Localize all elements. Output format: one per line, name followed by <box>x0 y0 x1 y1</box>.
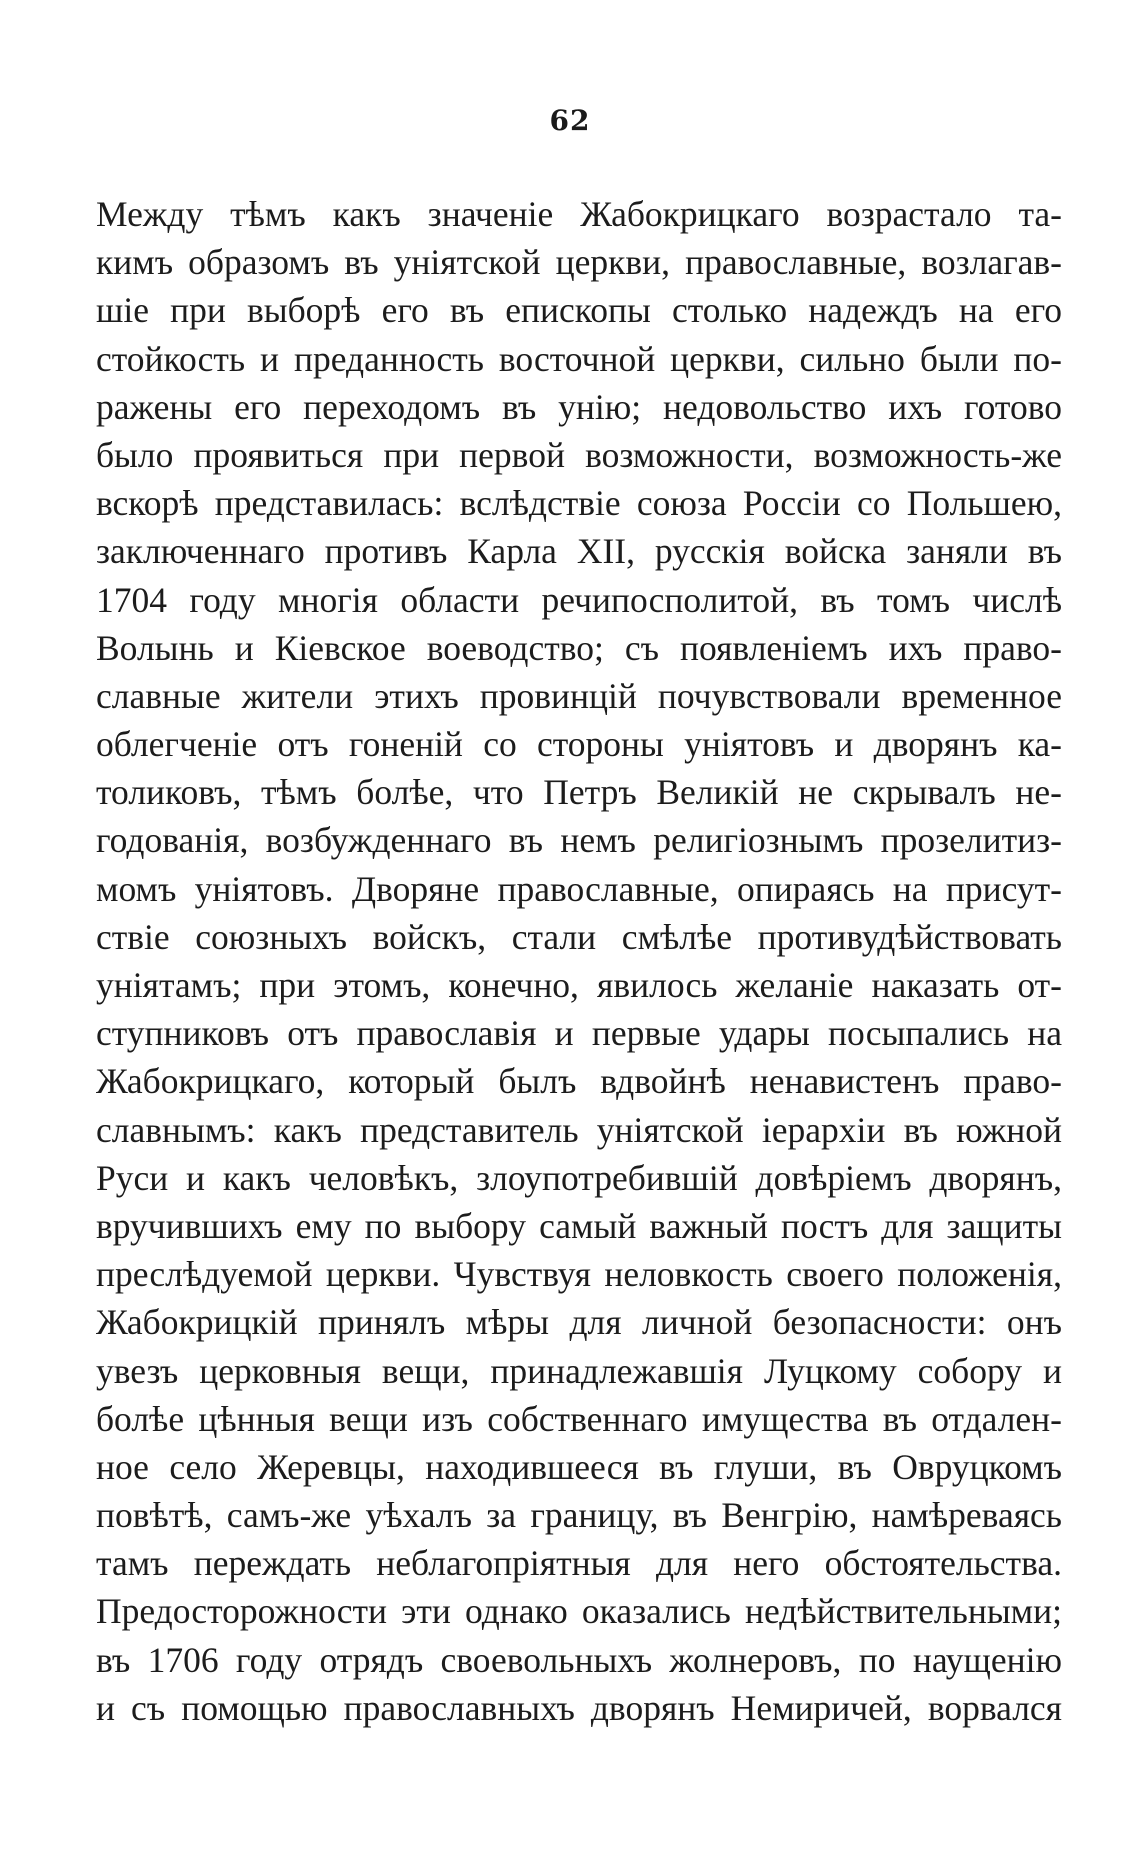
text-line: унiятамъ; при этомъ, конечно, явилось желанiе наказать от- <box>96 965 1062 1005</box>
text-line: Предосторожности эти однако оказались недѣйствительными; <box>96 1591 1062 1632</box>
text-line: славные жители этихъ провинцiй почувствовали временное <box>96 675 1062 716</box>
body-text <box>96 190 1062 1732</box>
text-line: Волынь и Кiевское воеводство; съ появленiемъ ихъ право- <box>96 627 1062 668</box>
text-line: стойкость и преданность восточной церкви, сильно были по- <box>96 338 1062 379</box>
text-line: годованiя, возбужденнаго въ немъ религiознымъ прозелитиз- <box>96 820 1062 861</box>
text-line: ражены его переходомъ въ унiю; недовольство ихъ готово <box>96 386 1062 427</box>
text-line: повѣтѣ, самъ-же уѣхалъ за границу, въ Венгрiю, намѣреваясь <box>96 1495 1062 1536</box>
text-line: Жабокрицкiй принялъ мѣры для личной безопасности: онъ <box>96 1302 1062 1343</box>
text-line: въ 1706 году отрядъ своевольныхъ жолнеровъ, по наущенiю <box>96 1639 1062 1680</box>
text-line: увезъ церковныя вещи, принадлежавшiя Луцкому собору и <box>96 1350 1062 1391</box>
text-line: тамъ переждать неблагопрiятныя для него обстоятельства. <box>96 1543 1062 1584</box>
text-line: ное село Жеревцы, находившееся въ глуши, въ Овруцкомъ <box>96 1446 1062 1487</box>
text-line: заключеннаго противъ Карла XII, русскiя войска заняли въ <box>96 531 1062 572</box>
text-line: ступниковъ отъ православiя и первые удары посыпались на <box>96 1013 1062 1054</box>
page-number: 62 <box>549 104 591 137</box>
text-line: облегченiе отъ гоненiй со стороны унiятовъ и дворянъ ка- <box>96 724 1062 765</box>
text-line: 1704 году многiя области речипосполитой, въ томъ числѣ <box>96 579 1062 620</box>
text-line: толиковъ, тѣмъ болѣе, что Петръ Великiй не скрывалъ не- <box>96 772 1062 813</box>
text-line: Жабокрицкаго, который былъ вдвойнѣ ненавистенъ право- <box>96 1061 1062 1102</box>
text-line: преслѣдуемой церкви. Чувствуя неловкость своего положенiя, <box>96 1254 1062 1295</box>
text-line: и съ помощью православныхъ дворянъ Немиричей, ворвался <box>96 1687 1062 1728</box>
text-line: момъ унiятовъ. Дворяне православные, опираясь на присут- <box>96 868 1062 909</box>
text-line: славнымъ: какъ представитель унiятской iерархiи въ южной <box>96 1109 1062 1150</box>
text-line: болѣе цѣнныя вещи изъ собственнаго имущества въ отдален- <box>96 1398 1062 1439</box>
text-line: Руси и какъ человѣкъ, злоупотребившiй довѣрiемъ дворянъ, <box>96 1157 1062 1198</box>
text-line: было проявиться при первой возможности, возможность-же <box>96 434 1062 475</box>
text-line: вскорѣ представилась: вслѣдствiе союза Россiи со Польшею, <box>96 483 1062 524</box>
text-line: Между тѣмъ какъ значенiе Жабокрицкаго возрастало та- <box>96 194 1062 234</box>
text-line: вручившихъ ему по выбору самый важный постъ для защиты <box>96 1205 1062 1246</box>
text-line: ствiе союзныхъ войскъ, стали смѣлѣе противудѣйствовать <box>96 916 1062 957</box>
text-line: кимъ образомъ въ унiятской церкви, православные, возлагав- <box>96 242 1062 283</box>
text-line: шiе при выборѣ его въ епископы столько надеждъ на его <box>96 290 1062 331</box>
